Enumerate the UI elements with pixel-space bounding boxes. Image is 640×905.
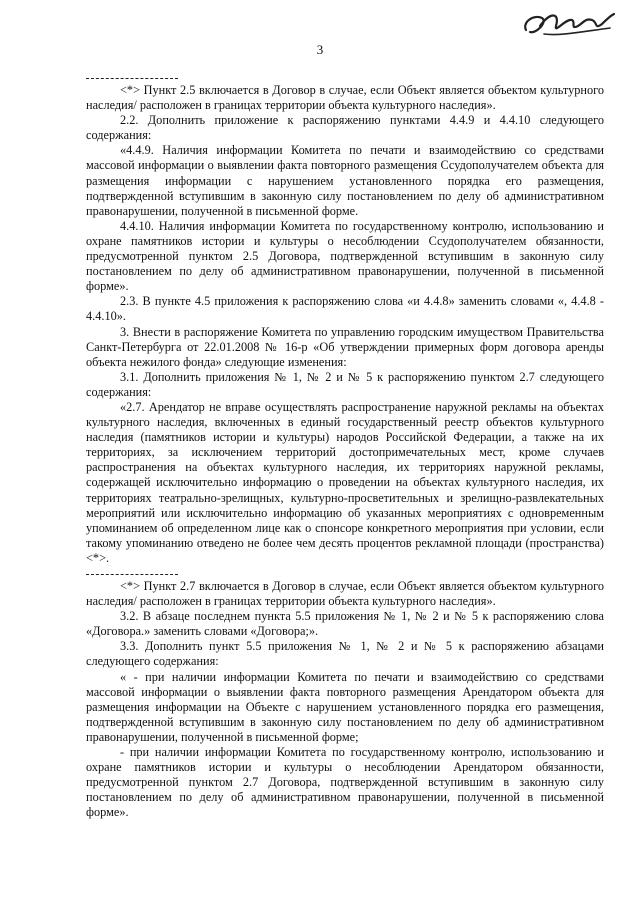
footnote-separator <box>86 78 178 79</box>
paragraph: 3.1. Дополнить приложения № 1, № 2 и № 5 к распоряжению пунктом 2.7 следующего содержания: <box>86 369 604 399</box>
paragraph: 2.2. Дополнить приложение к распоряжению пунктами 4.4.9 и 4.4.10 следующего содержания: <box>86 113 604 143</box>
paragraph: « - при наличии информации Комитета по печати и взаимодействию со средствами массовой информации о выявлении факта повторного размещения Арендатором объекта для размещения информации на Объекте с нарушением установленного порядка его размещения, подтвержденной вступившим в законную силу постановлением по делу об административном правонарушении, полученной в письменной форме; <box>86 669 604 744</box>
footnote-paragraph: <*> Пункт 2.7 включается в Договор в случае, если Объект является объектом культурного наследия/ расположен в границах территории объекта культурного наследия». <box>86 579 604 609</box>
paragraph: 2.3. В пункте 4.5 приложения к распоряжению слова «и 4.4.8» заменить словами «, 4.4.8 - 4.4.10». <box>86 294 604 324</box>
paragraph: 3.2. В абзаце последнем пункта 5.5 приложения № 1, № 2 и № 5 к распоряжению слова «Договора.» заменить словами «Договора;». <box>86 609 604 639</box>
paragraph: «2.7. Арендатор не вправе осуществлять распространение наружной рекламы на объектах культурного наследия, включенных в единый государственный реестр объектов культурного наследия (памятников истории и культуры) народов Российской Федерации, а также на их территориях, за исключением территорий достопримечательных мест, кроме случаев распространения на объектах культурного наследия, их территориях наружной рекламы, содержащей исключительно информацию о проведении на объектах культурного наследия, их территориях театрально-зрелищных, культурно-просветительных и зрелищно-развлекательных мероприятий или исключительно информацию об указанных мероприятиях с одновременным упоминанием об определенном лице как о спонсоре конкретного мероприятия при условии, если такому упоминанию отведено не более чем десять процентов рекламной площади (пространства) <*>. <box>86 399 604 565</box>
signature-mark <box>520 8 616 42</box>
document-body <box>86 78 604 821</box>
paragraph: - при наличии информации Комитета по государственному контролю, использованию и охране памятников истории и культуры о несоблюдении Арендатором обязанности, предусмотренной пунктом 2.7 Договора, подтвержденной вступившим в законную силу постановлением по делу об административном правонарушении, полученной в письменной форме». <box>86 745 604 820</box>
footnote-paragraph: <*> Пункт 2.5 включается в Договор в случае, если Объект является объектом культурного наследия/ расположен в границах территории объекта культурного наследия». <box>86 83 604 113</box>
paragraph: «4.4.9. Наличия информации Комитета по печати и взаимодействию со средствами массовой информации о выявлении факта повторного размещения Ссудополучателем объекта для размещения информации с нарушением установленного порядка его размещения, подтвержденной вступившим в законную силу постановлением по делу об административном правонарушении, полученной в письменной форме. <box>86 143 604 218</box>
paragraph: 4.4.10. Наличия информации Комитета по государственному контролю, использованию и охране памятников истории и культуры о несоблюдении Ссудополучателем обязанности, предусмотренной пунктом 2.5 Договора, подтвержденной вступившим в законную силу постановлением по делу об административном правонарушении, полученной в письменной форме». <box>86 218 604 294</box>
paragraph: 3. Внести в распоряжение Комитета по управлению городским имуществом Правительства Санкт-Петербурга от 22.01.2008 № 16-р «Об утверждении примерных форм договора аренды объекта нежилого фонда» следующие изменения: <box>86 324 604 369</box>
paragraph: 3.3. Дополнить пункт 5.5 приложения № 1, № 2 и № 5 к распоряжению абзацами следующего содержания: <box>86 639 604 669</box>
page-number: 3 <box>316 42 324 57</box>
footnote-separator <box>86 574 178 575</box>
